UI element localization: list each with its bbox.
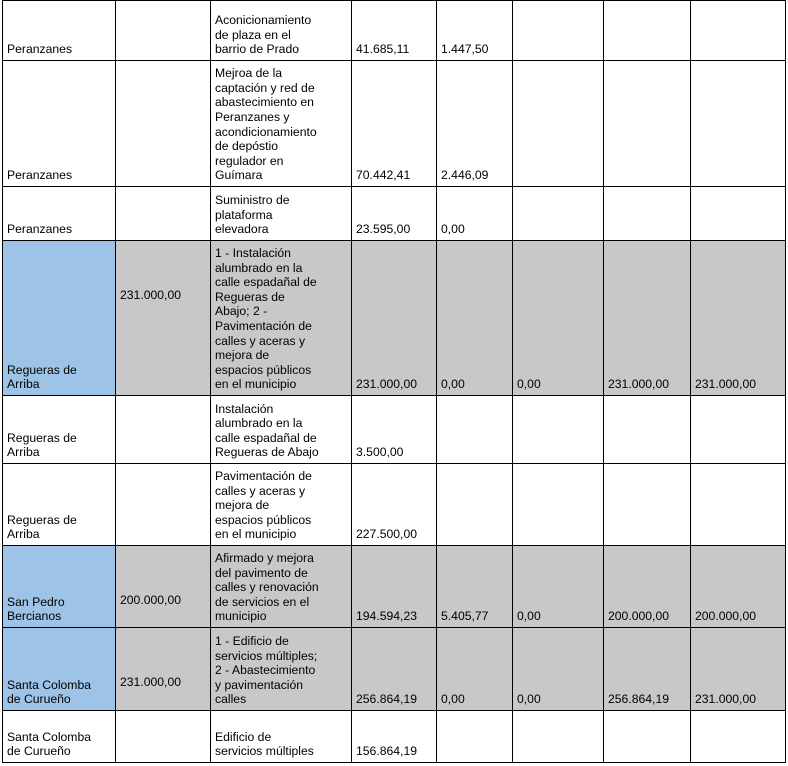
municipality-cell: Regueras de Arriba [3, 241, 116, 396]
amount-cell: 0,00 [437, 241, 513, 396]
allocated-amount-cell: 200.000,00 [116, 546, 211, 628]
municipality-cell: Santa Colomba de Curueño [3, 711, 116, 763]
table-row [3, 1, 786, 61]
amount-cell: 256.864,19 [604, 628, 691, 711]
amount-cell [604, 187, 691, 241]
municipality-cell: Peranzanes [3, 187, 116, 241]
amount-cell [691, 711, 786, 763]
project-description-cell: Pavimentación de calles y aceras y mejora de espacios públicos en el municipio [211, 464, 352, 546]
table-row [3, 464, 786, 546]
amount-cell: 0,00 [513, 241, 604, 396]
municipality-cell: San Pedro Bercianos [3, 546, 116, 628]
funding-table [2, 0, 786, 763]
amount-cell [513, 396, 604, 464]
allocated-amount-cell: 231.000,00 [116, 241, 211, 396]
municipality-cell: Santa Colomba de Curueño [3, 628, 116, 711]
amount-cell: 227.500,00 [352, 464, 437, 546]
amount-cell [437, 396, 513, 464]
amount-cell [604, 711, 691, 763]
project-description-cell: Edificio de servicios múltiples [211, 711, 352, 763]
amount-cell [691, 396, 786, 464]
amount-cell: 41.685,11 [352, 1, 437, 61]
amount-cell [604, 61, 691, 187]
amount-cell [604, 464, 691, 546]
municipality-cell: Peranzanes [3, 61, 116, 187]
amount-cell: 0,00 [513, 546, 604, 628]
allocated-amount-cell [116, 464, 211, 546]
amount-cell [513, 187, 604, 241]
allocated-amount-cell: 231.000,00 [116, 628, 211, 711]
amount-cell [691, 187, 786, 241]
amount-cell: 0,00 [437, 628, 513, 711]
amount-cell: 0,00 [437, 187, 513, 241]
municipality-cell: Regueras de Arriba [3, 396, 116, 464]
amount-cell [437, 464, 513, 546]
amount-cell [513, 61, 604, 187]
amount-cell: 156.864,19 [352, 711, 437, 763]
allocated-amount-cell [116, 396, 211, 464]
project-description-cell: 1 - Edificio de servicios múltiples; 2 - Abastecimiento y pavimentación calles [211, 628, 352, 711]
table-row [3, 628, 786, 711]
amount-cell [513, 464, 604, 546]
allocated-amount-cell [116, 61, 211, 187]
municipality-cell: Regueras de Arriba [3, 464, 116, 546]
amount-cell: 1.447,50 [437, 1, 513, 61]
amount-cell: 23.595,00 [352, 187, 437, 241]
table-row [3, 241, 786, 396]
amount-cell [691, 1, 786, 61]
project-description-cell: 1 - Instalación alumbrado en la calle espadañal de Regueras de Abajo; 2 - Pavimentación de calles y aceras y mejora de espacios públicos en el municipio [211, 241, 352, 396]
amount-cell: 200.000,00 [691, 546, 786, 628]
municipality-cell: Peranzanes [3, 1, 116, 61]
allocated-amount-cell [116, 187, 211, 241]
amount-cell [691, 464, 786, 546]
amount-cell: 3.500,00 [352, 396, 437, 464]
amount-cell: 2.446,09 [437, 61, 513, 187]
table-body [3, 1, 786, 763]
amount-cell [513, 711, 604, 763]
amount-cell [437, 711, 513, 763]
table-row [3, 396, 786, 464]
project-description-cell: Afirmado y mejora del pavimento de calles y renovación de servicios en el municipio [211, 546, 352, 628]
amount-cell [691, 61, 786, 187]
table-row [3, 187, 786, 241]
table-row [3, 61, 786, 187]
project-description-cell: Mejroa de la captación y red de abastecimiento en Peranzanes y acondicionamiento de depóstio regulador en Guímara [211, 61, 352, 187]
project-description-cell: Instalación alumbrado en la calle espadañal de Regueras de Abajo [211, 396, 352, 464]
amount-cell: 5.405,77 [437, 546, 513, 628]
amount-cell [604, 396, 691, 464]
amount-cell: 194.594,23 [352, 546, 437, 628]
project-description-cell: Suministro de plataforma elevadora [211, 187, 352, 241]
amount-cell: 231.000,00 [352, 241, 437, 396]
amount-cell: 231.000,00 [604, 241, 691, 396]
amount-cell: 231.000,00 [691, 241, 786, 396]
project-description-cell: Aconicionamiento de plaza en el barrio de Prado [211, 1, 352, 61]
amount-cell [604, 1, 691, 61]
amount-cell: 200.000,00 [604, 546, 691, 628]
table-row [3, 546, 786, 628]
amount-cell: 231.000,00 [691, 628, 786, 711]
allocated-amount-cell [116, 711, 211, 763]
amount-cell: 70.442,41 [352, 61, 437, 187]
table-row [3, 711, 786, 763]
amount-cell: 256.864,19 [352, 628, 437, 711]
amount-cell [513, 1, 604, 61]
amount-cell: 0,00 [513, 628, 604, 711]
allocated-amount-cell [116, 1, 211, 61]
